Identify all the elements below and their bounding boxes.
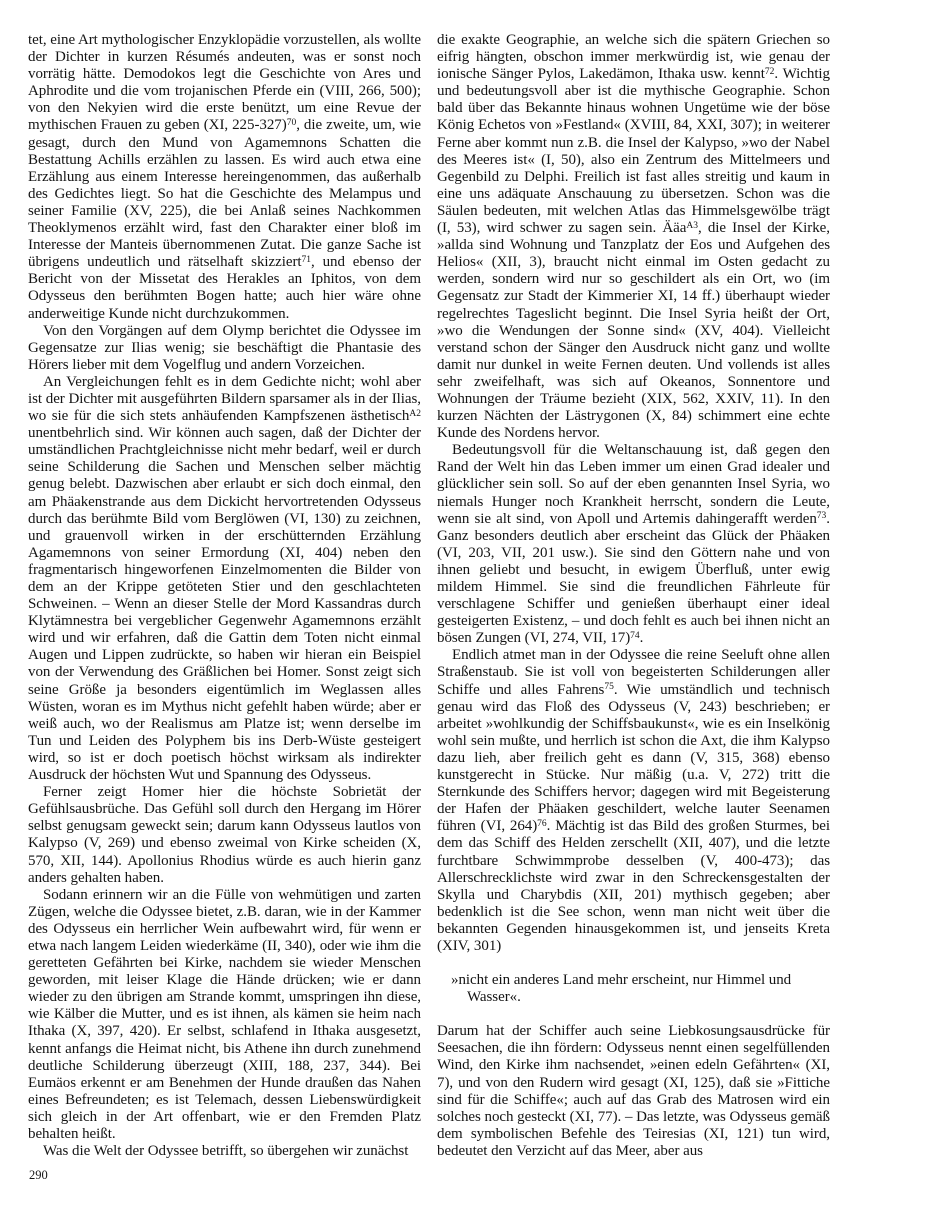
paragraph: die exakte Geographie, an welche sich die spätern Griechen so eifrig hängten, obschon immer merkwürdig ist, wie genau der ionische Sänger Pylos, Lakedämon, Ithaka usw. kennt$^{72}$. Wichtig und bedeutungsvoll aber ist die mythische Geographie. Schon bald über das Bekannte hinaus wohnen Ungetüme wie der böse König Echetos von »Festland« (XVIII, 84, XXI, 307); in weiterer Ferne aber kommt nun z.B. die Insel der Kalypso, »wo der Nabel des Meeres ist« (I, 50), also ein Zentrum des Mittelmeers und Gegenbild zu Delphi. Freilich ist fast alles streitig und kaum in eine uns adäquate Anschauung zu übersetzen. Schon was die Säulen bedeuten, mit welchen Atlas das Himmelsgewölbe trägt (I, 53), wird schwer zu sagen sein. Ääa$^{A3}$, die Insel der Kirke, »allda sind Wohnung und Tanzplatz der Eos und Aufgehen des Helios« (XII, 3), braucht nicht einmal im Osten gedacht zu werden, sondern wird nur so geschildert als ein Ort, wo (im Gegensatz zur Stadt der Kimmerier XI, 14 ff.) überhaupt wieder regelrechtes Tageslicht beginnt. Die Insel Syria heißt der Ort, »wo die Wendungen der Sonne sind« (XV, 404). Vielleicht verstand schon der Sänger den Ausdruck nicht ganz und wollte damit nur dunkel in weite Fernen deuten. Und vollends ist alles sehr zweifelhaft, was sich auf Okeanos, Sonnentore und Wohnungen der Träume bezieht (XIX, 562, XXIV, 11). In den kurzen Nächten der Lästrygonen (X, 84) schimmert eine echte Kunde des Nordens hervor. bbox=[437, 32, 830, 442]
footnote-reference: 71 bbox=[301, 254, 312, 265]
paragraph: An Vergleichungen fehlt es in dem Gedichte nicht; wohl aber ist der Dichter mit ausgeführten Bildern sparsamer als in der Ilias, wo sie für die sich stets anhäufenden Kampfszenen ästhetisch$^{A2}$ unentbehrlich sind. Wir können auch sagen, daß der Dichter der umständlichen Prachtgleichnisse nicht mehr bedarf, weil er durch seine Schilderung die Sachen und Menschen selber mächtig genug belebt. Dazwischen aber erlaubt er sich doch einmal, den am Phäakenstrande aus dem Dickicht hervortretenden Odysseus durch das berühmte Bild vom Berglöwen (VI, 130) zu zeichnen, und grauenvoll wirken in der erschütternden Erzählung Agamemnons von seiner Ermordung (XI, 404) neben den fragmentarisch hingeworfenen Einzelmomenten die Bilder von dem an der Krippe getöteten Stier und den geschlachteten Schweinen. – Wenn an dieser Stelle der Mord Kassandras durch Klytämnestra bei vergeblicher Gegenwehr Agamemnons erzählt wird und wir erfahren, daß die Gattin dem Toten nicht einmal Augen und Lippen zudrückte, so haben wir hieran ein Beispiel von der Verwendung des Gräßlichen bei Homer. Sonst zeigt sich seine Größe ja besonders eigentümlich im Weglassen alles Wüsten, woran es im Mythus nicht gefehlt haben würde; aber er weiß auch, wo der Realismus am Platze ist; wenn derselbe im Tun und Leiden des Polyphem bis ins Derb-Wüste gesteigert wird, so ist er doch poetisch höchst wirksam als indirekter Ausdruck der höchsten Wut und Spannung des Odysseus. bbox=[28, 373, 421, 784]
footnote-reference: 72 bbox=[764, 66, 775, 77]
paragraph: tet, eine Art mythologischer Enzyklopädie vorzustellen, als wollte der Dichter in kurzen Résumés andeuten, was er sonst noch vorrätig hätte. Demodokos legt die Geschichte von Ares und Aphrodite und die vom trojanischen Pferde ein (VIII, 266, 500); von den Nekyien wird die erste benützt, um eine Revue der mythischen Frauen zu geben (XI, 225-327)$^{70}$, die zweite, um, wie gesagt, durch den Mund von Agamemnons Schatten die Bestattung Achills erzählen zu lassen. Es wird auch etwa eine Erzählung aus einem Interesse hereingenommen, das außerhalb des Gedichtes liegt. So hat die Geschichte des Melampus und seiner Familie (XV, 225), die bei Anlaß seines Nachkommen Theoklymenos erzählt wird, fast den Charakter einer bloß im Interesse der Manteis übernommenen Zutat. Die ganze Sache ist übrigens undeutlich und rätselhaft skizziert$^{71}$, und ebenso der Bericht von der Missetat des Herakles an Iphitos, von dem Odysseus den berühmten Bogen hatte; auch hier wäre ohne anderweitige Kunde nicht durchzukommen. bbox=[28, 32, 421, 322]
block-quote: »nicht ein anderes Land mehr erscheint, nur Himmel und Wasser«. bbox=[451, 972, 792, 1006]
footnote-reference: A3 bbox=[686, 220, 698, 231]
text-column-right bbox=[437, 32, 830, 1160]
paragraph: Darum hat der Schiffer auch seine Liebkosungsausdrücke für Seesachen, die ihn fördern: Odysseus nennt einen segelfüllenden Wind, den Kirke ihm nachsendet, »einen edeln Gefährten« (XI, 7), und von den Rudern wird gesagt (XI, 125), daß sie »Fittiche sind für die Schiffe«; auch auf das Grab des Matrosen wird ein solches noch gesteckt (XI, 77). – Das letzte, was Odysseus gemäß dem symbolischen Befehle des Teiresias (XI, 121) tun wird, bedeutet den Verzicht auf das Meer, aber aus bbox=[437, 1023, 830, 1159]
text-column-left bbox=[28, 32, 421, 1160]
paragraph: Von den Vorgängen auf dem Olymp berichtet die Odyssee im Gegensatze zur Ilias wenig; sie beschäftigt die Phantasie des Hörers lieber mit dem Vogelflug und andern Vorzeichen. bbox=[28, 322, 421, 373]
page-number: 290 bbox=[29, 1168, 48, 1182]
text-columns bbox=[28, 32, 830, 1160]
paragraph: Ferner zeigt Homer hier die höchste Sobrietät der Gefühlsausbrüche. Das Gefühl soll durch den Hergang im Hörer selbst genugsam geweckt sein; darum kann Odysseus lautlos von Kalypso (V, 269) und ebenso zweimal von Kirke scheiden (X, 570, XII, 144). Apollonius Rhodius würde es auch hierin ganz anders gehalten haben. bbox=[28, 784, 421, 886]
paragraph: Endlich atmet man in der Odyssee die reine Seeluft ohne allen Straßenstaub. Sie ist voll von begeisterten Schilderungen aller Schiffe und alles Fahrens$^{75}$. Wie umständlich und technisch genau wird das Floß des Odysseus (V, 243) beschrieben; er arbeitet »wohlkundig der Schiffsbaukunst«, wie es ein Inselkönig wohl sein mußte, und herrlich ist schon die Axt, die ihm Kalypso dazu lieh, aber freilich geht es dann (V, 315, 368) ebenso kunstgerecht in Stücke. Nur mäßig (u.a. V, 272) tritt die Sternkunde des Schiffers hervor; dagegen wird mit Begeisterung der Hafen der Phäaken geschildert, welche lauter Seenamen führen (VI, 264)$^{76}$. Mächtig ist das Bild des großen Sturmes, bei dem das Schiff des Helden zerschellt (XII, 407), und die letzte furchtbare Schwimmprobe desselben (V, 400-473); das Allerschrecklichste wird zwar in den Schreckensgestalten der Skylla und Charybdis (XII, 201) mythisch gegeben; aber bedenklich ist die See schon, wenn man nicht weit über die bekannten Gegenden hinausgekommen ist, und jenseits Kreta (XIV, 301) bbox=[437, 647, 831, 954]
footnote-reference: 70 bbox=[286, 118, 297, 129]
paragraph: Bedeutungsvoll für die Weltanschauung ist, daß gegen den Rand der Welt hin das Leben immer um einen Grad idealer und glücklicher sein soll. So auf der eben genannten Insel Syria, wo niemals Hunger noch Krankheit herrscht, sondern die Leute, wenn sie alt sind, von Apoll und Artemis dahingerafft werden$^{73}$. Ganz besonders deutlich aber erscheint das Glück der Phäaken (VI, 203, VII, 201 usw.). Sie sind den Göttern nahe und von ihnen geliebt und besucht, in ewigem Überfluß, unter ewig mildem Himmel. Sie sind die freundlichen Fährleute für verschlagene Schiffer und genießen überhaupt einer ideal gesteigerten Existenz, – und doch fehlt es auch bei ihnen nicht an bösen Zungen (VI, 274, VII, 17)$^{74}$. bbox=[437, 442, 830, 647]
paragraph: Sodann erinnern wir an die Fülle von wehmütigen und zarten Zügen, welche die Odyssee bietet, z.B. daran, wie in der Kammer des Odysseus ein herrlicher Wein aufbewahrt wird, für wenn er etwa nach langem Leiden wiederkäme (II, 340), oder wie ihm die geretteten Gefährten bei Kirke, nachdem sie wieder Menschen geworden, mit leiser Klage die Hände drücken; wie er dann wieder zu den übrigen am Strande kommt, umspringen ihn diese, wie Kälber die Mutter, und es ist ihnen, als kämen sie heim nach Ithaka (X, 397, 420). Er selbst, schlafend in Ithaka ausgesetzt, kennt anfangs die Heimat nicht, bis Athene ihn durch zunehmend deutliche Schilderung überzeugt (XIII, 188, 237, 344). Bei Eumäos erkennt er am Benehmen der Hunde draußen das Nahen eines Befreundeten; es ist Telemach, dessen Liebenswürdigkeit sich gleich in der Art offenbart, wie er den Fremden Platz behalten heißt. bbox=[28, 886, 421, 1142]
footnote-reference: 74 bbox=[630, 631, 640, 642]
footnote-reference: 73 bbox=[816, 511, 827, 522]
footnote-reference: 75 bbox=[604, 682, 614, 693]
footnote-reference: 76 bbox=[537, 819, 547, 830]
footnote-reference: A2 bbox=[409, 408, 421, 419]
paragraph: Was die Welt der Odyssee betrifft, so übergehen wir zunächst bbox=[43, 1143, 409, 1160]
